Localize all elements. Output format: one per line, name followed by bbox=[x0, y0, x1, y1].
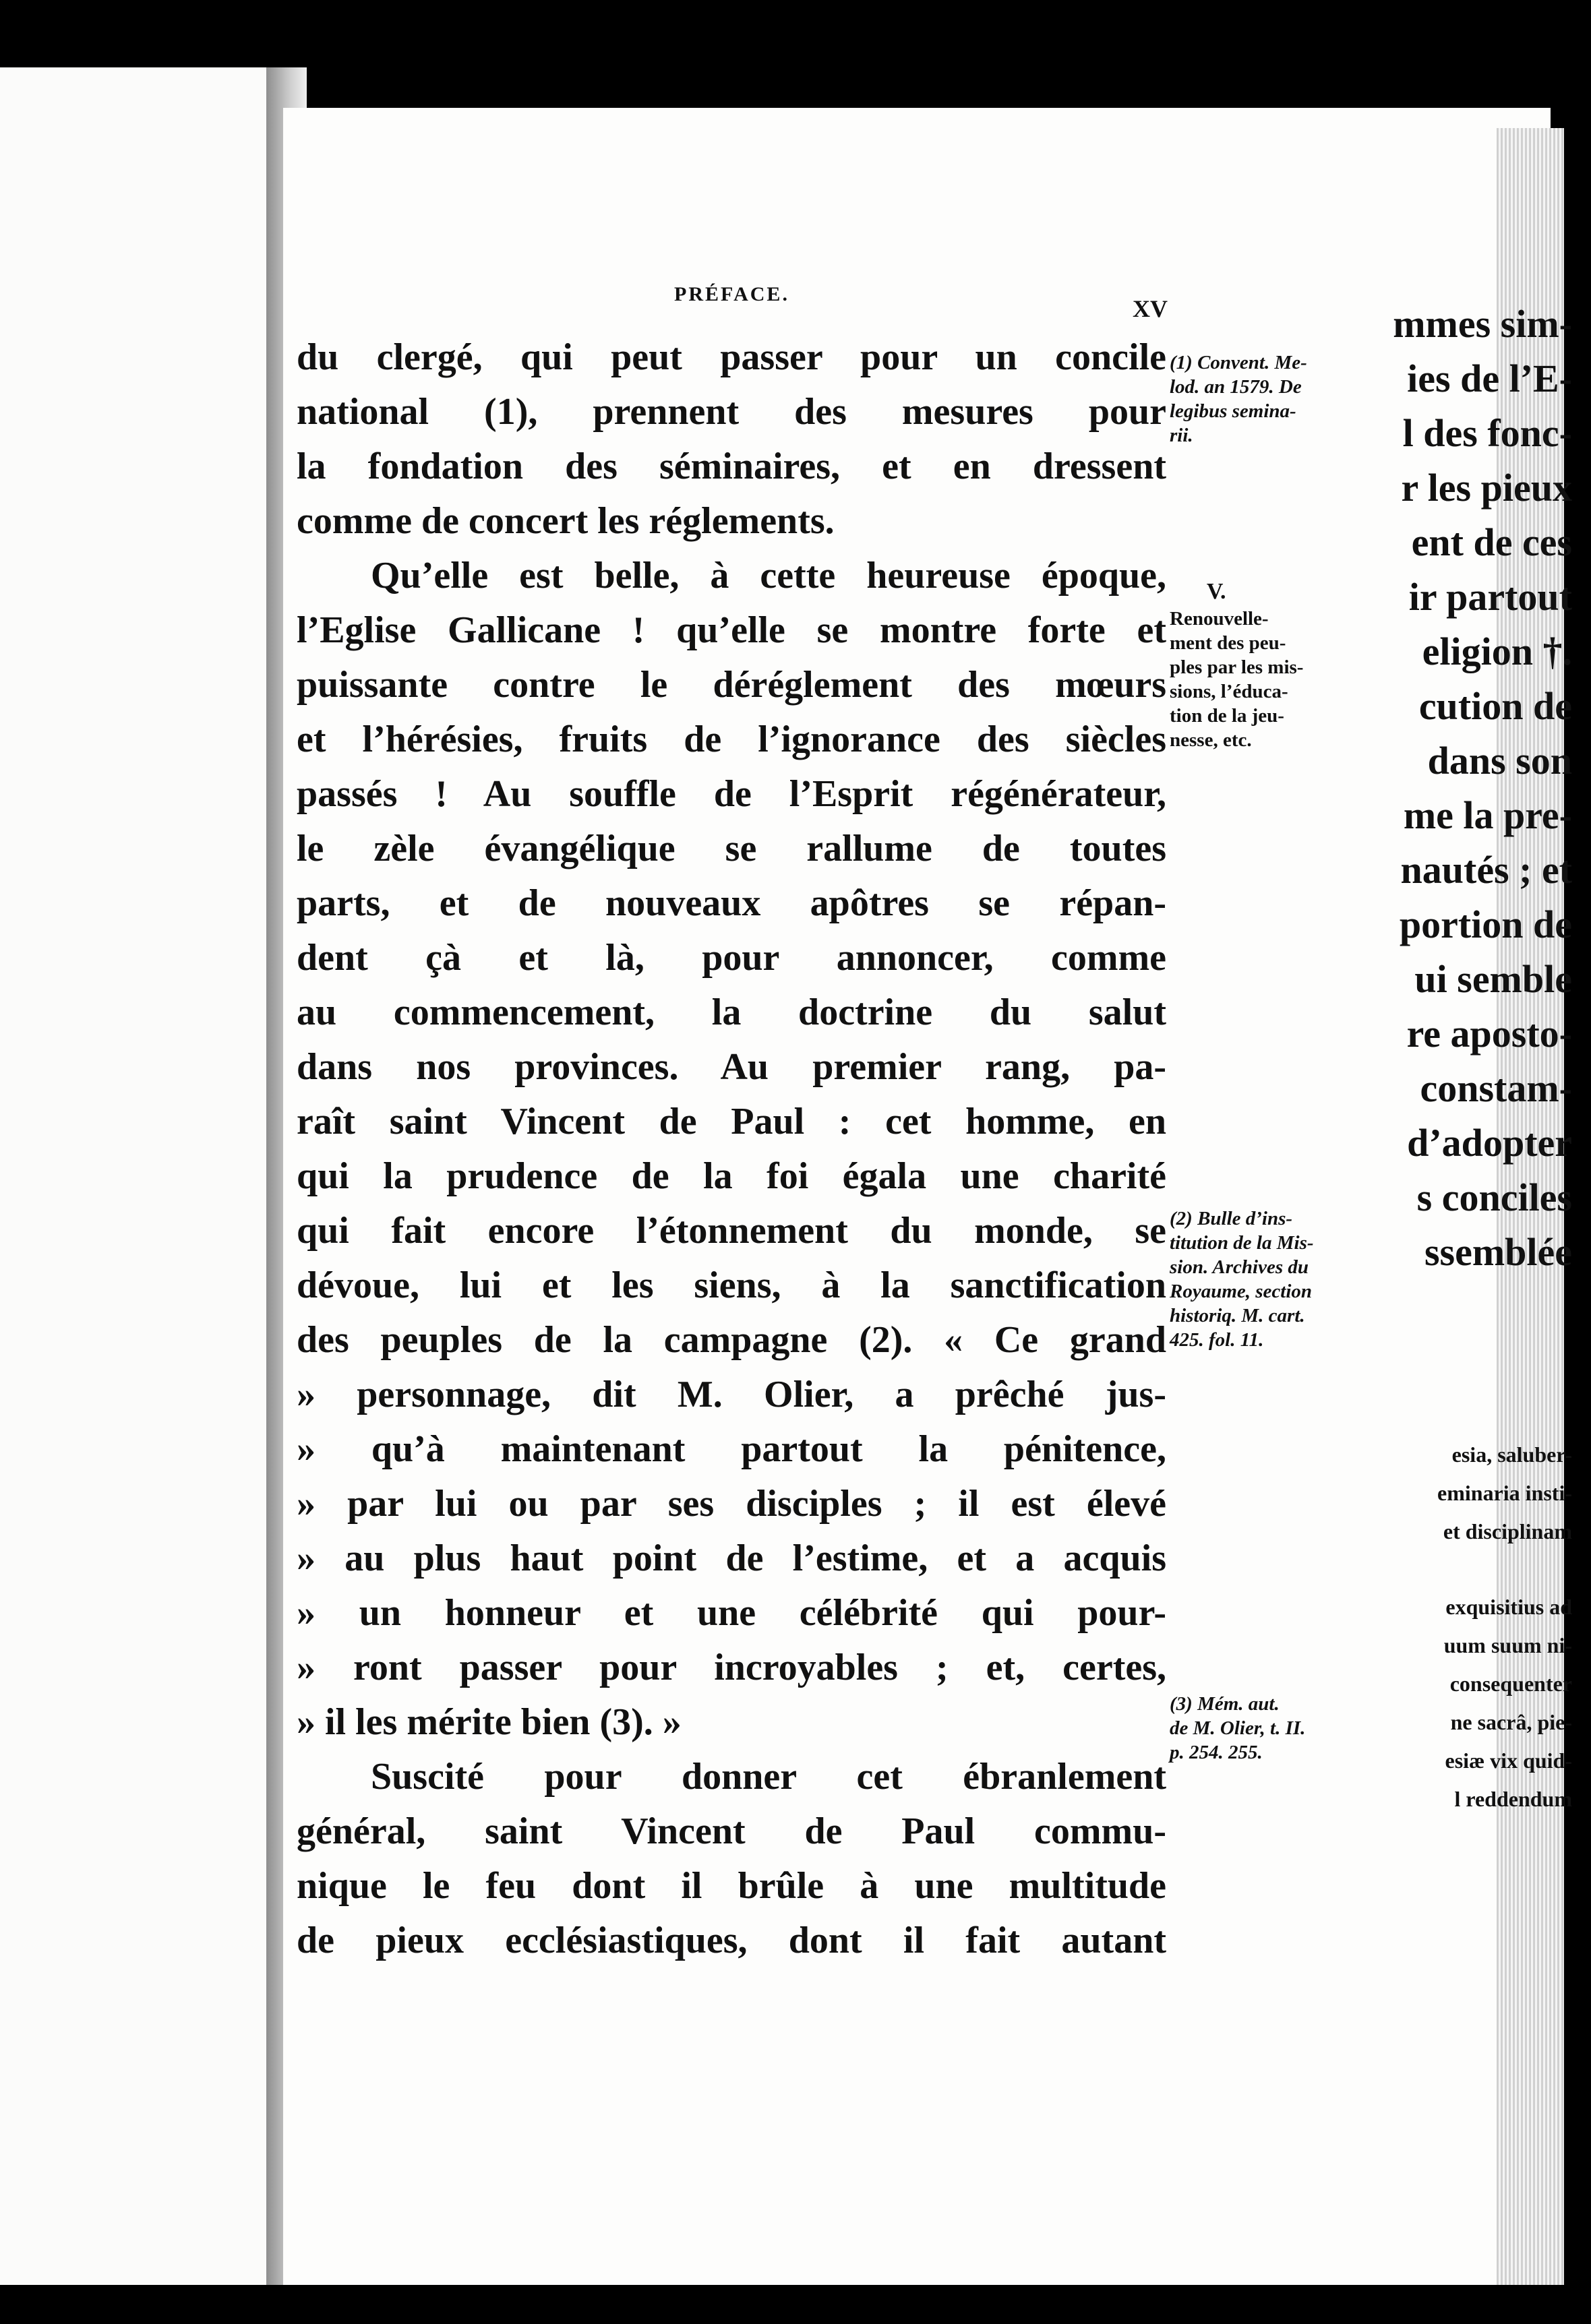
text-line: des peuples de la campagne (2). « Ce grand bbox=[297, 1319, 1166, 1361]
text-line: comme de concert les réglements. bbox=[297, 500, 835, 542]
margin-note-line: rii. bbox=[1170, 425, 1193, 446]
text-line: dent çà et là, pour annoncer, comme bbox=[297, 937, 1166, 979]
margin-note-line: legibus semina- bbox=[1170, 400, 1296, 422]
text-line: qui la prudence de la foi égala une charité bbox=[297, 1155, 1166, 1197]
text-line: parts, et de nouveaux apôtres se répan- bbox=[297, 882, 1166, 924]
margin-note-line: sions, l’éduca- bbox=[1170, 681, 1288, 702]
text-line: raît saint Vincent de Paul : cet homme, en bbox=[297, 1101, 1166, 1142]
margin-note-line: ment des peu- bbox=[1170, 632, 1286, 654]
text-line: la fondation des séminaires, et en dressent bbox=[297, 446, 1166, 487]
left-page-footnotes bbox=[1437, 1436, 1572, 1818]
left-line: l des fonc- bbox=[1402, 411, 1572, 455]
left-line: nautés ; et bbox=[1400, 848, 1572, 892]
margin-note-line: nesse, etc. bbox=[1170, 729, 1252, 751]
left-line: s conciles bbox=[1416, 1175, 1572, 1219]
left-line: eligion †. bbox=[1422, 630, 1572, 673]
section-numeral: V. bbox=[1206, 579, 1226, 604]
text-line: Qu’elle est belle, à cette heureuse époque, bbox=[371, 555, 1166, 597]
text-line: puissante contre le déréglement des mœurs bbox=[297, 664, 1166, 706]
footnote-line: et disciplinam bbox=[1443, 1519, 1572, 1543]
text-line: général, saint Vincent de Paul commu- bbox=[297, 1810, 1166, 1852]
text-line: l’Eglise Gallicane ! qu’elle se montre forte et bbox=[297, 609, 1166, 651]
footnote-line: uum suum ni- bbox=[1443, 1633, 1572, 1657]
left-line: portion de bbox=[1399, 903, 1572, 946]
footnote-line: exquisitius ad bbox=[1445, 1595, 1572, 1619]
left-line: ssemblée bbox=[1424, 1230, 1572, 1274]
left-line: d’adopter bbox=[1407, 1121, 1572, 1165]
margin-note-2 bbox=[1170, 1206, 1314, 1352]
margin-note-line: de M. Olier, t. II. bbox=[1170, 1717, 1306, 1739]
margin-note-section-v bbox=[1170, 580, 1303, 752]
margin-note-line: p. 254. 255. bbox=[1170, 1742, 1263, 1763]
left-page bbox=[0, 67, 266, 2285]
left-page-text bbox=[1393, 297, 1572, 1279]
footnote-line: esia, saluber- bbox=[1451, 1442, 1572, 1467]
left-line: r les pieux bbox=[1401, 466, 1572, 510]
margin-note-line: historiq. M. cart. bbox=[1170, 1305, 1305, 1326]
margin-note-line: (3) Mém. aut. bbox=[1170, 1693, 1280, 1715]
text-line: au commencement, la doctrine du salut bbox=[297, 991, 1166, 1033]
running-header: PRÉFACE. bbox=[674, 283, 789, 305]
margin-note-line: Royaume, section bbox=[1170, 1281, 1313, 1302]
text-line: » au plus haut point de l’estime, et a acquis bbox=[297, 1537, 1166, 1579]
text-line: de pieux ecclésiastiques, dont il fait autant bbox=[297, 1920, 1166, 1961]
left-line: re aposto- bbox=[1406, 1012, 1572, 1056]
margin-note-line: 425. fol. 11. bbox=[1170, 1329, 1264, 1351]
margin-note-3 bbox=[1170, 1692, 1305, 1765]
margin-note-line: tion de la jeu- bbox=[1170, 705, 1284, 727]
margin-note-1 bbox=[1170, 350, 1307, 448]
left-line: cution de bbox=[1418, 684, 1572, 728]
text-line: » par lui ou par ses disciples ; il est élevé bbox=[297, 1483, 1166, 1525]
margin-note-line: Renouvelle- bbox=[1170, 608, 1269, 630]
footnote-line: esiæ vix quid- bbox=[1445, 1748, 1572, 1773]
text-line: passés ! Au souffle de l’Esprit régénérateur, bbox=[297, 773, 1166, 815]
text-line: qui fait encore l’étonnement du monde, se bbox=[297, 1210, 1166, 1252]
text-line: » personnage, dit M. Olier, a prêché jus- bbox=[297, 1374, 1166, 1415]
left-line: dans son bbox=[1427, 739, 1572, 783]
left-line: constam- bbox=[1420, 1066, 1572, 1110]
left-line: ui semble bbox=[1414, 957, 1572, 1001]
footnote-line: consequenter bbox=[1449, 1672, 1572, 1696]
margin-note-line: (2) Bulle d’ins- bbox=[1170, 1208, 1293, 1229]
margin-note-line: ples par les mis- bbox=[1170, 656, 1304, 678]
text-line: et l’hérésies, fruits de l’ignorance des siècles bbox=[297, 718, 1166, 760]
left-line: ent de ces bbox=[1411, 520, 1572, 564]
text-line: du clergé, qui peut passer pour un concile bbox=[297, 336, 1166, 378]
text-line: national (1), prennent des mesures pour bbox=[297, 391, 1166, 433]
left-line: mmes sim- bbox=[1393, 302, 1572, 346]
text-line: nique le feu dont il brûle à une multitude bbox=[297, 1865, 1166, 1907]
margin-note-line: titution de la Mis- bbox=[1170, 1232, 1314, 1254]
text-line: Suscité pour donner cet ébranlement bbox=[371, 1756, 1166, 1798]
main-body-text bbox=[297, 330, 1166, 1968]
text-line: » qu’à maintenant partout la pénitence, bbox=[297, 1428, 1166, 1470]
footnote-line: l reddendum bbox=[1454, 1787, 1572, 1811]
text-line: » un honneur et une célébrité qui pour- bbox=[297, 1592, 1166, 1634]
margin-note-line: lod. an 1579. De bbox=[1170, 376, 1302, 398]
left-line: ies de l’E- bbox=[1407, 357, 1572, 400]
footnote-line: eminaria insti- bbox=[1437, 1481, 1572, 1505]
text-line: » ront passer pour incroyables ; et, certes, bbox=[297, 1647, 1166, 1688]
footnote-line: ne sacrâ, pie- bbox=[1450, 1710, 1572, 1734]
text-line: » il les mérite bien (3). » bbox=[297, 1701, 682, 1743]
text-line: le zèle évangélique se rallume de toutes bbox=[297, 828, 1166, 869]
left-line: me la pre- bbox=[1403, 793, 1572, 837]
left-line: ir partout bbox=[1408, 575, 1572, 619]
page-number: XV bbox=[1133, 295, 1168, 322]
margin-note-line: (1) Convent. Me- bbox=[1170, 352, 1307, 373]
margin-note-line: sion. Archives du bbox=[1170, 1256, 1309, 1278]
text-line: dans nos provinces. Au premier rang, pa- bbox=[297, 1046, 1166, 1088]
text-line: dévoue, lui et les siens, à la sanctification bbox=[297, 1264, 1166, 1306]
